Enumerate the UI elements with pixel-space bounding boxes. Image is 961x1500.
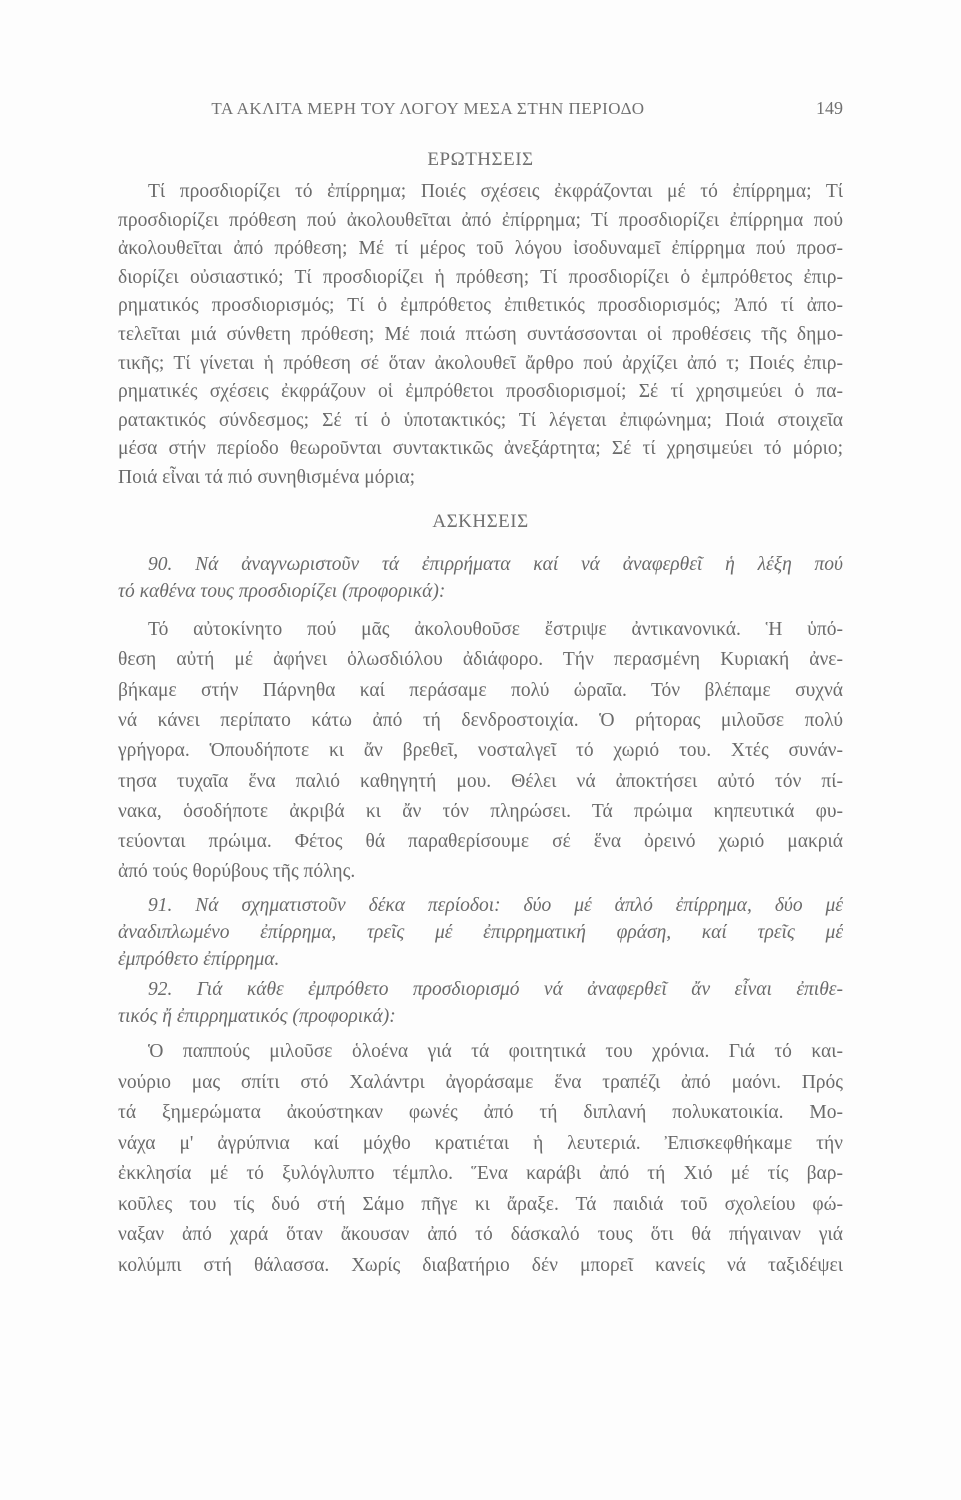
text-line: μέσα στήν περίοδο θεωροῦνται συντακτικῶς ἀνεξάρτητα; Σέ τί χρησιμεύει τό μόριο; bbox=[118, 438, 843, 460]
text-line: θεση αὐτή μέ ἀφήνει ὁλωσδιόλου ἀδιάφορο. Τήν περασμένη Κυριακή ἀνε- bbox=[118, 649, 843, 671]
text-line: 92. Γιά κάθε ἐμπρόθετο προσδιορισμό νά ἀναφερθεῖ ἄν εἶναι ἐπιθε- bbox=[148, 979, 843, 1000]
text-line: τελεῖται μιά σύνθετη πρόθεση; Μέ ποιά πτώση συντάσσονται οἱ προθέσεις τῆς δημο- bbox=[118, 324, 843, 345]
text-line: Τί προσδιορίζει τό ἐπίρρημα; Ποιές σχέσεις ἐκφράζονται μέ τό ἐπίρρημα; Τί bbox=[148, 181, 843, 202]
text-line: Ποιά εἶναι τά πιό συνηθισμένα μόρια; bbox=[118, 467, 416, 488]
text-line: ρηματικός προσδιορισμός; Τί ὁ ἐμπρόθετος ἐπιθετικός προσδιορισμός; Ἀπό τί ἀπο- bbox=[118, 295, 843, 317]
text-line: ναξαν ἀπό χαρά ὅταν ἄκουσαν ἀπό τό δάσκαλό τους ὅτι θά πήγαιναν γιά bbox=[118, 1224, 843, 1245]
text-line: Ὁ παππούς μιλοῦσε ὁλοένα γιά τά φοιτητικά του χρόνια. Γιά τό και- bbox=[148, 1041, 843, 1062]
text-line: ρηματικές σχέσεις ἐκφράζουν οἱ ἐμπρόθετοι προσδιορισμοί; Σέ τί χρησιμεύει ὁ πα- bbox=[118, 381, 843, 403]
text-line: προσδιορίζει πρόθεση πού ἀκολουθεῖται ἀπό ἐπίρρημα; Τί προσδιορίζει ἐπίρρημα πού bbox=[118, 209, 843, 231]
text-line: τικῆς; Τί γίνεται ἡ πρόθεση σέ ὅταν ἀκολουθεῖ ἄρθρο πού ἀρχίζει ἀπό τ; Ποιές ἐπιρ- bbox=[118, 352, 843, 374]
text-line: κολύμπι στή θάλασσα. Χωρίς διαβατήριο δέν μπορεῖ κανείς νά ταξιδέψει bbox=[118, 1254, 843, 1276]
text-line: ἀπό τούς θορύβους τῆς πόλης. bbox=[118, 861, 356, 883]
text-line: τό καθένα τους προσδιορίζει (προφορικά): bbox=[118, 581, 446, 602]
text-line: 91. Νά σχηματιστοῦν δέκα περίοδοι: δύο μέ ἁπλό ἐπίρρημα, δύο μέ bbox=[148, 895, 843, 916]
running-head: ΤΑ ΑΚΛΙΤΑ ΜΕΡΗ ΤΟΥ ΛΟΓΟΥ ΜΕΣΑ ΣΤΗΝ ΠΕΡΙΟΔΟ bbox=[211, 99, 645, 118]
text-line: Τό αὐτοκίνητο πού μᾶς ἀκολουθοῦσε ἔστριψε ἀντικανονικά. Ἡ ὑπό- bbox=[148, 619, 843, 640]
text-line: ἐκκλησία μέ τό ξυλόγλυπτο τέμπλο. Ἕνα καράβι ἀπό τή Χιό μέ τίς βαρ- bbox=[118, 1163, 843, 1184]
text-line: ρατακτικός σύνδεσμος; Σέ τί ὁ ὑποτακτικός; Τί λέγεται ἐπιφώνημα; Ποιά στοιχεῖα bbox=[118, 409, 843, 431]
exercises-heading: ΑΣΚΗΣΕΙΣ bbox=[432, 511, 529, 532]
text-line: τά ξημερώματα ἀκούστηκαν φωνές ἀπό τή διπλανή πολυκατοικία. Μο- bbox=[118, 1102, 843, 1123]
text-line: βήκαμε στήν Πάρνηθα καί περάσαμε πολύ ὡραῖα. Τόν βλέπαμε συχνά bbox=[118, 679, 843, 701]
text-line: τικός ἤ ἐπιρρηματικός (προφορικά): bbox=[118, 1006, 396, 1027]
text-line: 90. Νά ἀναγνωριστοῦν τά ἐπιρρήματα καί νά ἀναφερθεῖ ἡ λέξη πού bbox=[148, 554, 843, 575]
text-line: νά κάνει περίπατο κάτω ἀπό τή δενδροστοιχία. Ὁ ρήτορας μιλοῦσε πολύ bbox=[118, 709, 843, 731]
text-line: τησα τυχαῖα ἕνα παλιό καθηγητή μου. Θέλει νά ἀποκτήσει αὐτό τόν πί- bbox=[118, 770, 843, 792]
text-line: νάχα μ' ἀγρύπνια καί μόχθο κρατιέται ἡ λευτεριά. Ἐπισκεφθήκαμε τήν bbox=[118, 1132, 843, 1154]
text-line: διορίζει οὐσιαστικό; Τί προσδιορίζει ἡ πρόθεση; Τί προσδιορίζει ὁ ἐμπρόθετος ἐπιρ- bbox=[118, 266, 843, 288]
text-line: νακα, ὁσοδήποτε ἀκριβά κι ἄν τόν πληρώσει. Τά πρώιμα κηπευτικά φυ- bbox=[118, 800, 843, 822]
text-line: ἀναδιπλωμένο ἐπίρρημα, τρεῖς μέ ἐπιρρηματική φράση, καί τρεῖς μέ bbox=[118, 922, 843, 943]
text-line: ἐμπρόθετο ἐπίρρημα. bbox=[118, 949, 280, 970]
page-number: 149 bbox=[816, 98, 843, 118]
text-line: νούριο μας σπίτι στό Χαλάντρι ἀγοράσαμε ἕνα τραπέζι ἀπό μαόνι. Πρός bbox=[118, 1071, 843, 1093]
text-line: γρήγορα. Ὁπουδήποτε κι ἄν βρεθεῖ, νοσταλγεῖ τό χωριό του. Χτές συνάν- bbox=[118, 740, 843, 762]
questions-heading: ΕΡΩΤΗΣΕΙΣ bbox=[427, 149, 534, 170]
text-line: ἀκολουθεῖται ἀπό πρόθεση; Μέ τί μέρος τοῦ λόγου ἰσοδυναμεῖ ἐπίρρημα πού προσ- bbox=[118, 238, 843, 260]
text-line: κοῦλες του τίς δυό στή Σάμο πῆγε κι ἄραξε. Τά παιδιά τοῦ σχολείου φώ- bbox=[118, 1193, 843, 1215]
text-line: τεύονται πρώιμα. Φέτος θά παραθερίσουμε σέ ἕνα ὀρεινό χωριό μακριά bbox=[118, 831, 843, 853]
